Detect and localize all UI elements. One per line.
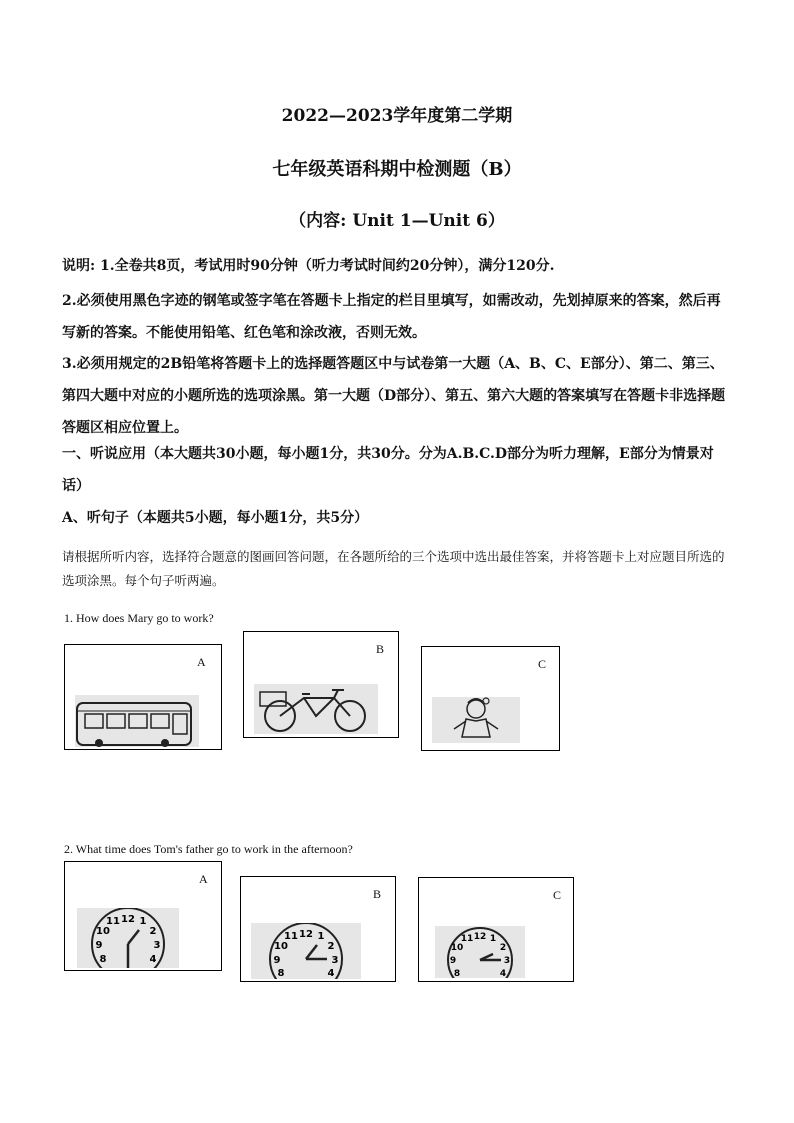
svg-text:8: 8 — [277, 968, 285, 979]
bicycle-icon — [254, 684, 378, 734]
svg-text:11: 11 — [106, 916, 120, 927]
section1-heading: 一、听说应用（本大题共30小题，每小题1分，共30分。分为A.B.C.D部分为听力理解，E部分为情景对话） — [62, 446, 714, 494]
svg-text:10: 10 — [450, 943, 464, 953]
clock-icon — [435, 926, 525, 978]
svg-text:3: 3 — [153, 940, 161, 951]
svg-text:12: 12 — [299, 929, 313, 940]
svg-text:10: 10 — [274, 941, 288, 952]
svg-text:12: 12 — [473, 932, 487, 942]
svg-text:12: 12 — [121, 914, 135, 925]
option-label: B — [376, 642, 385, 656]
svg-text:8: 8 — [453, 969, 461, 978]
question-1-text: 1. How does Mary go to work? — [64, 611, 214, 625]
q2-option-c[interactable] — [418, 877, 574, 982]
svg-text:2: 2 — [327, 941, 335, 952]
svg-text:11: 11 — [460, 934, 474, 944]
q1-option-b[interactable] — [243, 631, 399, 738]
clock-icon — [251, 923, 361, 979]
svg-text:9: 9 — [273, 955, 281, 966]
svg-text:9: 9 — [95, 940, 103, 951]
instruction-note-2: 2.必须使用黑色字迹的钢笔或签字笔在答题卡上指定的栏目里填写，如需改动，先划掉原来的答案，然后再写新的答案。不能使用铅笔、红色笔和涂改液，否则无效。 — [62, 293, 721, 341]
svg-text:9: 9 — [449, 956, 457, 966]
partA-direction: 请根据所听内容，选择符合题意的图画回答问题，在各题所给的三个选项中选出最佳答案，并将答题卡上对应题目所选的选项涂黑。每个句子听两遍。 — [62, 549, 725, 588]
svg-text:4: 4 — [499, 969, 507, 978]
option-label: B — [373, 887, 382, 901]
exam-title: 七年级英语科期中检测题（B） — [272, 159, 522, 180]
q2-option-b[interactable] — [240, 876, 396, 982]
svg-text:2: 2 — [499, 943, 507, 953]
question-2-text: 2. What time does Tom's father go to work in the afternoon? — [64, 842, 353, 856]
option-label: C — [553, 888, 562, 902]
girl-walking-icon — [432, 697, 520, 743]
instruction-note-3: 3.必须用规定的2B铅笔将答题卡上的选择题答题区中与试卷第一大题（A、B、C、E部分）、第二、第三、第四大题中对应的小题所选的选项涂黑。第一大题（D部分）、第五、第六大题的答案填写在答题卡非选择题答题区相应位置上。 — [62, 356, 726, 436]
q1-option-a[interactable] — [64, 644, 222, 750]
svg-text:10: 10 — [96, 926, 110, 937]
instruction-note-1: 说明: 1.全卷共8页，考试用时90分钟（听力考试时间约20分钟），满分120分. — [62, 258, 555, 274]
svg-text:1: 1 — [489, 934, 497, 944]
option-label: C — [538, 657, 547, 671]
svg-text:1: 1 — [139, 916, 147, 927]
option-label: A — [199, 872, 208, 886]
svg-text:11: 11 — [284, 931, 298, 942]
partA-heading: A、听句子（本题共5小题，每小题1分，共5分） — [62, 510, 369, 526]
svg-text:1: 1 — [317, 931, 325, 942]
bus-icon — [75, 695, 199, 747]
svg-text:8: 8 — [99, 954, 107, 965]
svg-text:4: 4 — [327, 968, 335, 979]
option-label: A — [197, 655, 206, 669]
svg-text:4: 4 — [149, 954, 157, 965]
q2-option-a[interactable] — [64, 861, 222, 971]
svg-text:3: 3 — [331, 955, 339, 966]
svg-text:3: 3 — [503, 956, 511, 966]
content-scope: （内容: Unit 1—Unit 6） — [289, 211, 505, 231]
q1-option-c[interactable] — [421, 646, 560, 751]
year-term-title: 2022—2023学年度第二学期 — [281, 106, 513, 126]
svg-text:2: 2 — [149, 926, 157, 937]
clock-icon — [77, 908, 179, 968]
